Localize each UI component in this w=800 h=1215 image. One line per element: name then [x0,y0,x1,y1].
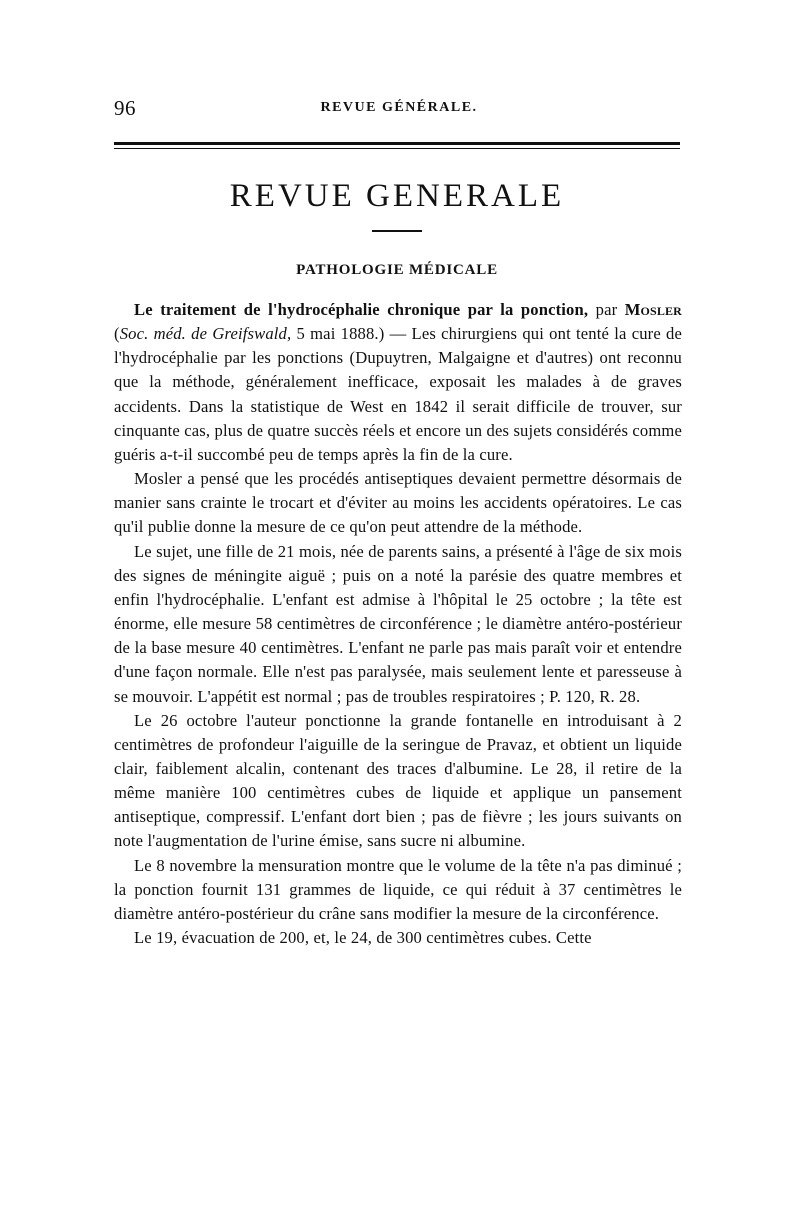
section-heading: PATHOLOGIE MÉDICALE [296,262,498,278]
paragraph: Le sujet, une fille de 21 mois, née de parents sains, a présenté à l'âge de six mois des signes de méningite aiguë ; puis on a noté la parésie des quatre membres et enfin l'hydrocéphalie. L'enfant est admise à l'hôpital le 25 octobre ; la tête est énorme, elle mesure 58 centimètres de circonférence ; le diamètre antéro-postérieur de la base mesure 40 centimètres. L'enfant ne parle pas mais paraît voir et entendre d'une façon normale. Elle n'est pas paralysée, mais seulement lente et paresseuse à se mouvoir. L'appétit est normal ; pas de troubles respiratoires ; P. 120, R. 28. [114,541,682,706]
header-double-rule [114,142,680,152]
title-underline-rule [372,230,422,232]
paragraph: Le 19, évacuation de 200, et, le 24, de 300 centimètres cubes. Cette [134,928,592,948]
article-title: Le traitement de l'hydrocéphalie chronique par la ponction, [134,300,589,319]
citation-open: ( [114,324,120,344]
page-number: 96 [114,96,136,120]
article-author: Mosler [624,300,682,319]
article-lead-paragraph [114,298,682,467]
article-by: par [588,300,625,319]
citation-rest: 5 mai 1888.) — Les chirurgiens qui ont tenté la cure de l'hydrocéphalie par les ponctions (Dupuytren, Malgaigne et d'autres) ont reconnu que la méthode, généralement inefficace, exposait les malades à de graves accidents. Dans la statistique de West en 1842 il serait difficile de trouver, sur cinquante cas, plus de quatre succès réels et encore un des sujets considérés comme guéris a-t-il succombé peu de temps après la fin de la cure. [114,324,682,464]
paragraph: Le 8 novembre la mensuration montre que le volume de la tête n'a pas diminué ; la ponction fournit 131 grammes de liquide, ce qui réduit à 37 centimètres le diamètre antéro-postérieur du crâne sans modifier la mesure de la circonférence. [114,855,682,923]
running-head [114,96,684,122]
thick-rule [114,142,680,145]
thin-rule [114,148,680,149]
running-title: REVUE GÉNÉRALE. [320,100,478,115]
article-body [114,298,682,950]
paragraph: Mosler a pensé que les procédés antiseptiques devaient permettre désormais de manier sans crainte le trocart et d'éviter au moins les accidents opératoires. Le cas qu'il publie donne la mesure de ce qu'on peut attendre de la méthode. [114,469,682,537]
paragraph: Le 26 octobre l'auteur ponctionne la grande fontanelle en introduisant à 2 centimètres de profondeur l'aiguille de la seringue de Pravaz, et obtient un liquide clair, faiblement alcalin, contenant des traces d'albumine. Le 28, il retire de la même manière 100 centimètres cubes de liquide et applique un pansement antiseptique, compressif. L'enfant dort bien ; pas de fièvre ; les jours suivants on note l'augmentation de l'urine émise, sans sucre ni albumine. [114,710,682,851]
main-title: REVUE GENERALE [229,178,565,214]
citation-journal: Soc. méd. de Greifswald, [119,324,292,344]
